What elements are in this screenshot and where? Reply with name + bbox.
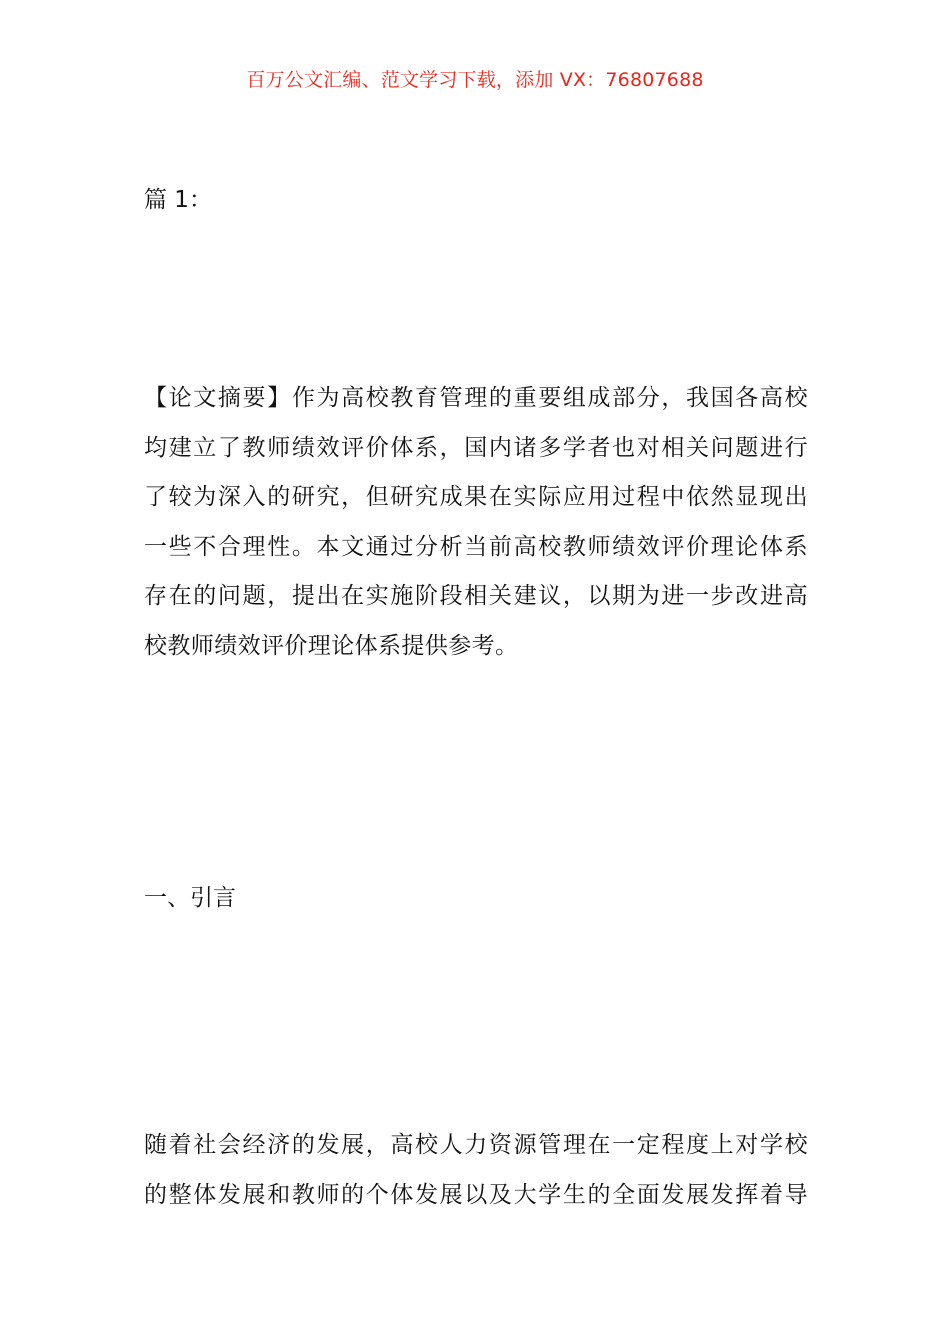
abstract-paragraph bbox=[144, 374, 808, 672]
section-label: 篇 1： bbox=[144, 187, 212, 213]
body-paragraph bbox=[144, 1121, 808, 1220]
section-heading: 一、引言 bbox=[144, 885, 236, 911]
abstract-line: 校教师绩效评价理论体系提供参考。 bbox=[144, 632, 519, 659]
abstract-line: 均建立了教师绩效评价体系，国内诸多学者也对相关问题进行 bbox=[144, 434, 808, 461]
watermark-header: 百万公文汇编、范文学习下载，添加 VX：76807688 bbox=[246, 69, 704, 91]
abstract-line: 【论文摘要】作为高校教育管理的重要组成部分，我国各高校 bbox=[144, 385, 808, 411]
body-line: 随着社会经济的发展，高校人力资源管理在一定程度上对学校 bbox=[144, 1132, 808, 1158]
abstract-line: 存在的问题，提出在实施阶段相关建议，以期为进一步改进高 bbox=[144, 583, 808, 610]
abstract-line: 一些不合理性。本文通过分析当前高校教师绩效评价理论体系 bbox=[144, 533, 808, 560]
body-line: 的整体发展和教师的个体发展以及大学生的全面发展发挥着导 bbox=[144, 1181, 808, 1208]
abstract-line: 了较为深入的研究，但研究成果在实际应用过程中依然显现出 bbox=[144, 484, 808, 511]
